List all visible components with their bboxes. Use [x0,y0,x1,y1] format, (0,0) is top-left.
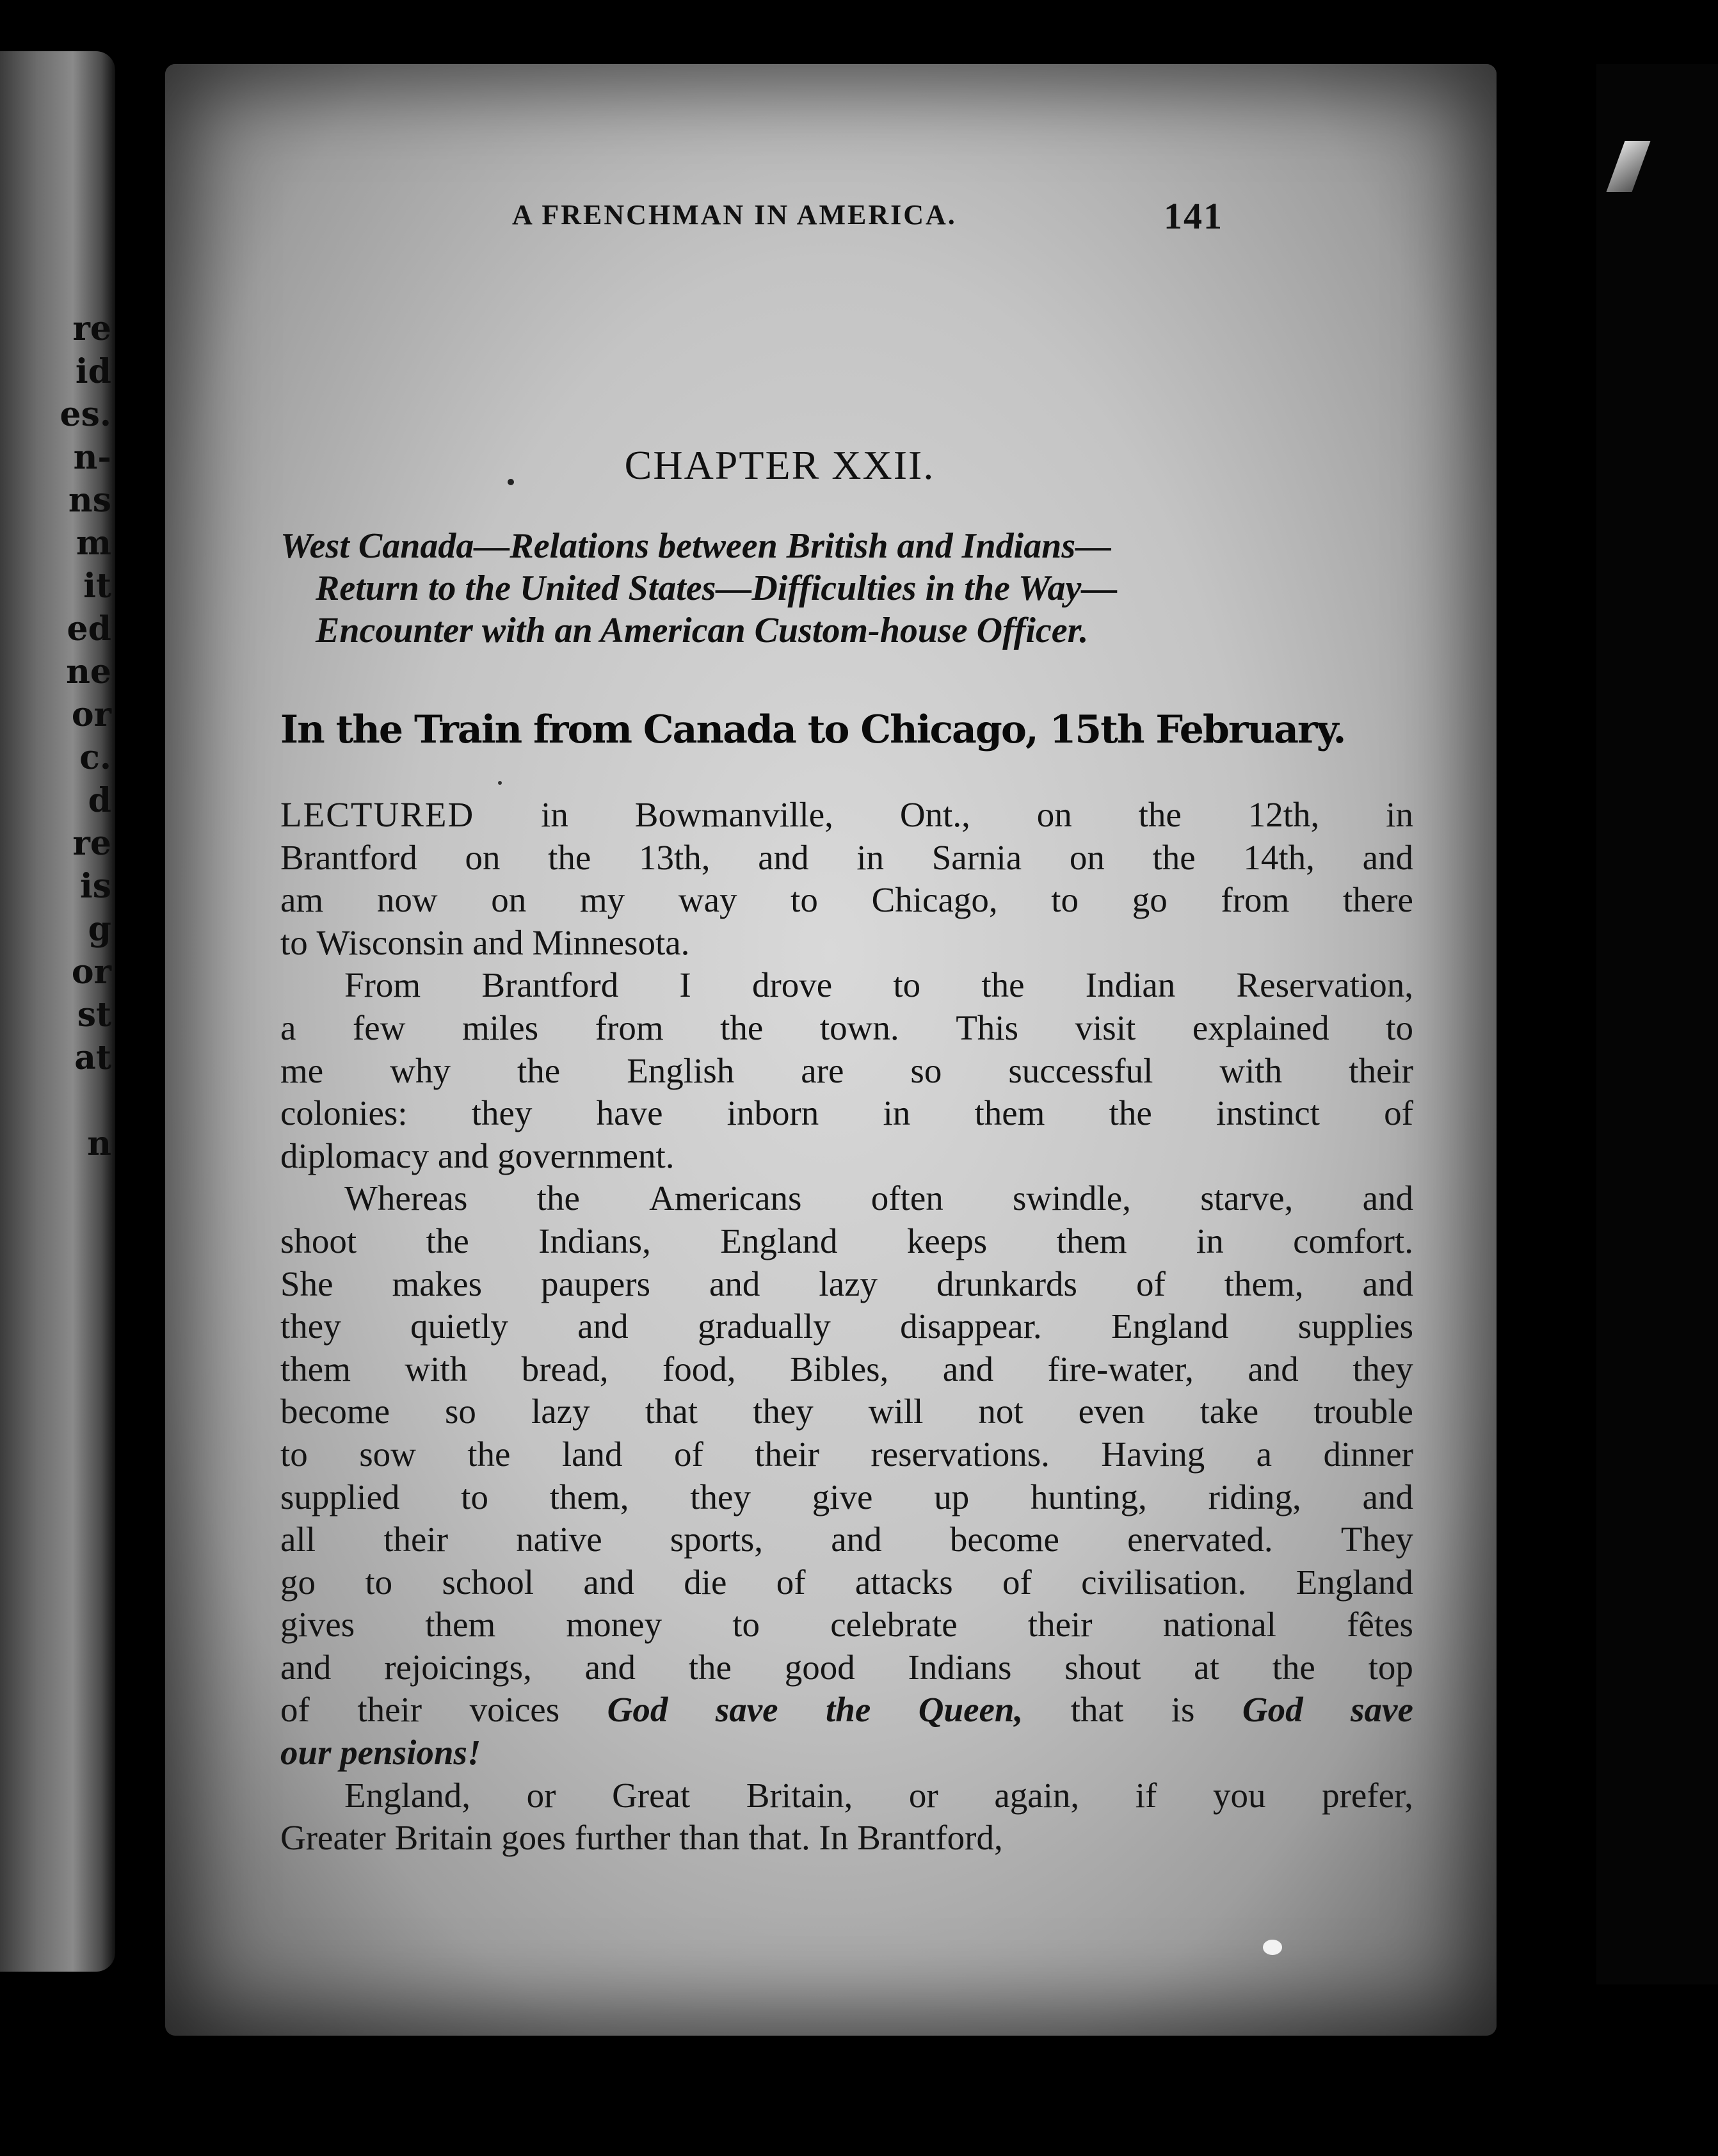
text-line: Greater Britain goes further than that. In Brantford, [280,1818,1003,1858]
text-line: a few miles from the town. This visit explained to [280,1008,1413,1047]
text-line: She makes paupers and lazy drunkards of them, and [280,1264,1413,1303]
chapter-synopsis [280,525,1117,652]
facing-page-fragment: ne [66,652,111,691]
text-line: they quietly and gradually disappear. England supplies [280,1307,1413,1346]
page-number: 141 [1164,195,1223,237]
text-line: to Wisconsin and Minnesota. [280,922,690,962]
facing-page-fragment: g [88,910,111,949]
facing-page-fragment: id [75,352,111,391]
facing-page-fragment: re [72,309,111,348]
body-text [280,794,1413,1860]
facing-page-fragment: it [83,567,111,606]
facing-page-fragment: m [76,524,111,563]
synopsis-line: Encounter with an American Custom-house Officer. [316,611,1089,650]
facing-page-fragment: is [79,867,111,906]
facing-page-fragment: d [88,781,111,820]
text-line: to sow the land of their reservations. Having a dinner [280,1434,1413,1474]
facing-page-fragment: c. [79,738,111,777]
text-line: supplied to them, they give up hunting, riding, and [280,1477,1413,1516]
facing-page-text-fragments [60,307,111,1165]
facing-page-fragment: n [87,1124,111,1163]
running-title: A FRENCHMAN IN AMERICA. [512,199,957,230]
text-line: Brantford on the 13th, and in Sarnia on the 14th, and [280,837,1413,877]
synopsis-line: Return to the United States—Difficulties in the Way— [316,568,1118,608]
dateline-heading: In the Train from Canada to Chicago, 15th February. [280,707,1345,752]
binding-shadow [1596,64,1718,1984]
text-line: Whereas the Americans often swindle, starve, and [344,1179,1413,1218]
facing-page-fragment: st [77,995,111,1034]
facing-page-fragment: ed [67,609,111,648]
text-line: of their voices God save the Queen, that is God save [280,1690,1413,1730]
facing-page-fragment [60,1079,111,1122]
text-line: shoot the Indians, England keeps them in comfort. [280,1221,1413,1260]
text-line: become so lazy that they will not even take trouble [280,1392,1413,1431]
facing-page-edge [0,51,115,1972]
facing-page-fragment: ns [68,481,111,520]
text-line: and rejoicings, and the good Indians shout at the top [280,1647,1413,1687]
text-line: diplomacy and government. [280,1136,675,1175]
facing-page-fragment: n- [73,438,111,477]
chapter-heading: CHAPTER XXII. [624,442,935,488]
paper-speck [498,781,502,785]
paper-fragment [1606,141,1650,192]
facing-page-fragment: at [74,1038,111,1077]
text-line: gives them money to celebrate their national fêtes [280,1605,1413,1645]
text-line: all their native sports, and become enervated. They [280,1520,1413,1559]
text-line: our pensions! [280,1733,481,1773]
text-line: From Brantford I drove to the Indian Reservation, [344,965,1413,1005]
facing-page-fragment: es. [60,395,111,434]
book-page [165,64,1497,2036]
text-line: go to school and die of attacks of civilisation. England [280,1562,1413,1602]
text-line: them with bread, food, Bibles, and fire-water, and they [280,1349,1413,1388]
facing-page-fragment: or [71,953,111,992]
text-line: LECTURED in Bowmanville, Ont., on the 12th, in [280,795,1413,834]
text-line: colonies: they have inborn in them the instinct of [280,1093,1413,1133]
paper-speck [508,479,514,485]
paper-speck [1263,1940,1282,1955]
facing-page-fragment: or [71,695,111,734]
text-line: me why the English are so successful with their [280,1050,1413,1090]
synopsis-line: West Canada—Relations between British and Indians— [280,526,1112,566]
facing-page-fragment: re [72,824,111,863]
text-line: England, or Great Britain, or again, if you prefer, [344,1775,1413,1815]
text-line: am now on my way to Chicago, to go from there [280,880,1413,920]
